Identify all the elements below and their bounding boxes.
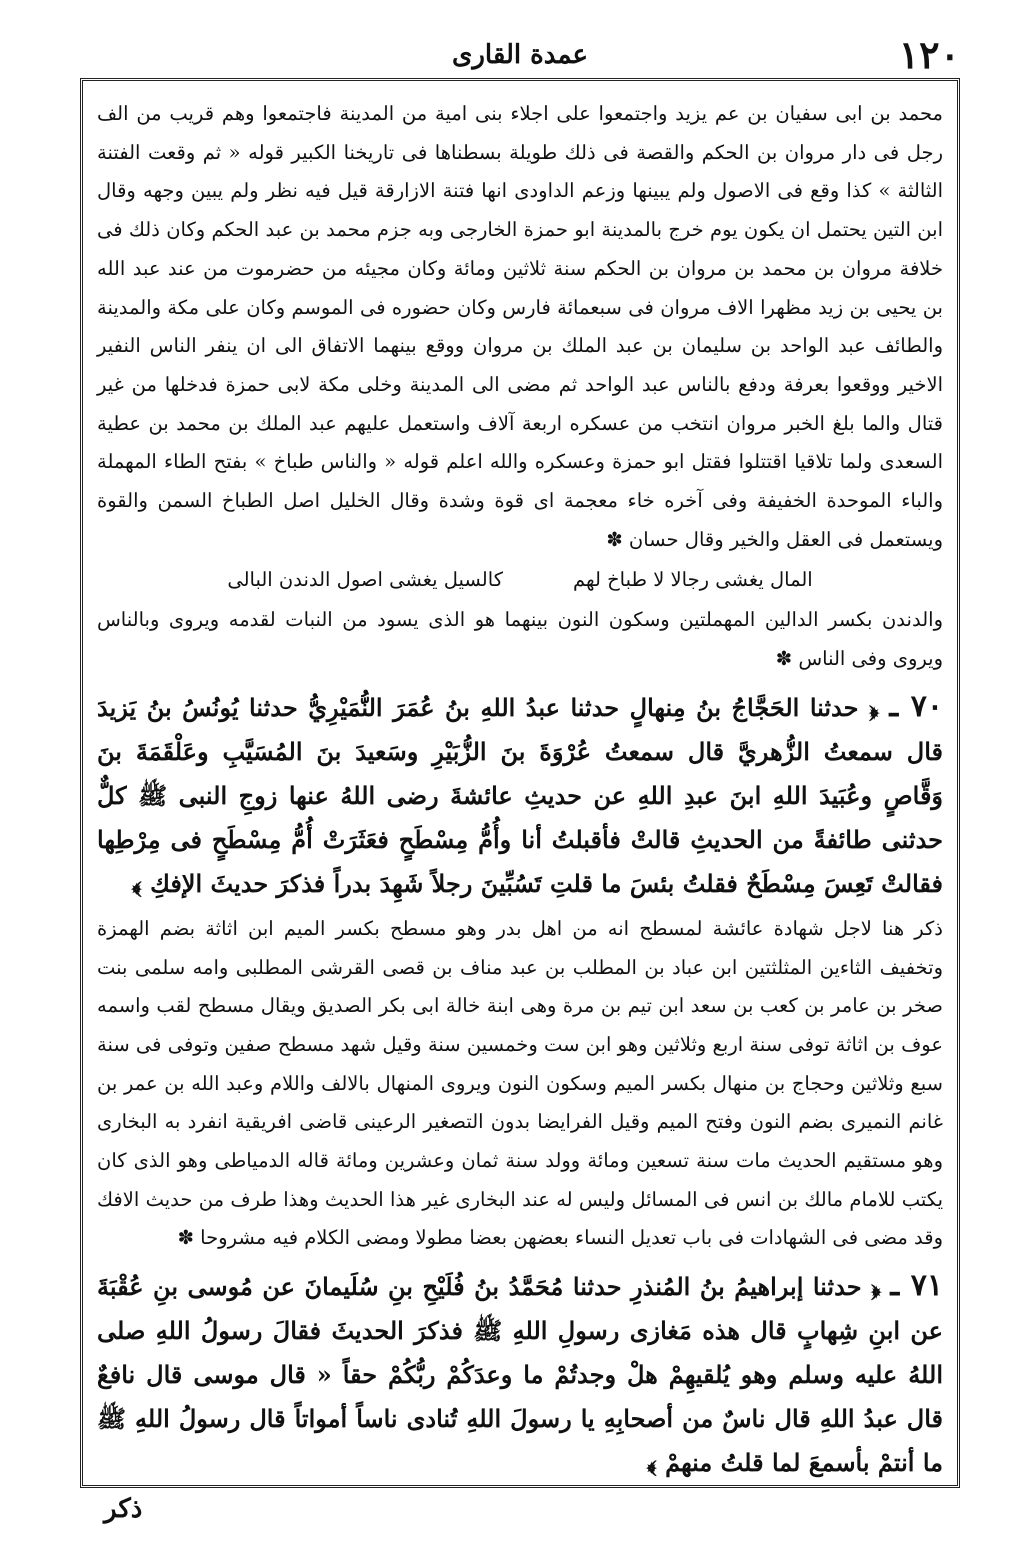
page-header xyxy=(80,32,960,78)
hadith-paragraph xyxy=(97,685,943,906)
commentary-paragraph: محمد بن ابى سفيان بن عم يزيد واجتمعوا على اجلاء بنى امية من المدينة فاجتمعوا وهم قريب من الف رجل فى دار مروان بن الحكم والقصة فى ذلك طويلة بسطناها فى تاريخنا الكبير قوله « ثم وقعت الفتنة الثالثة » كذا وقع فى الاصول ولم يبينها وزعم الداودى انها فتنة الازارقة قيل فيه نظر ولم يبين وجهه وقال ابن التين يحتمل ان يكون يوم خرج بالمدينة ابو حمزة الخارجى وبه جزم محمد بن عبد الحكم وكان ذلك فى خلافة مروان بن محمد بن مروان بن الحكم سنة ثلاثين ومائة وكان مجيئه من حضرموت من عند عبد الله بن يحيى بن زيد مظهرا الاف مروان فى سبعمائة فارس وكان حضوره فى الموسم وكان على مكة والمدينة والطائف عبد الواحد بن سليمان بن عبد الملك بن مروان ووقع بينهما الاتفاق الى ان ينفر الناس النفير الاخير ووقعوا بعرفة ودفع بالناس عبد الواحد ثم مضى الى المدينة وخلى مكة لابى حمزة فدخلها من غير قتال والما بلغ الخبر مروان انتخب من عسكره اربعة آلاف واستعمل عليهم عبد الملك بن محمد بن عطية السعدى ولما تلاقيا اقتتلوا فقتل ابو حمزة وعسكره والله اعلم قوله « والناس طباخ » بفتح الطاء المهملة والباء الموحدة الخفيفة وفى آخره خاء معجمة اى قوة وشدة وقال الخليل اصل الطباخ السمن والقوة ويستعمل فى العقل والخير وقال حسان ✽ xyxy=(97,102,943,551)
hadith-text: ﴿ حدثنا الحَجَّاجُ بنُ مِنهالٍ حدثنا عبدُ اللهِ بنُ عُمَرَ النُّمَيْرِيُّ حدثنا يُونُسُ بنُ يَزيدَ قال سمعتُ الزُّهريَّ قال سمعتُ عُرْوَةَ بنَ الزُّبَيْرِ وسَعيدَ بنَ المُسَيَّبِ وعَلْقَمَةَ بنَ وَقَّاصٍ وعُبَيدَ اللهِ ابنَ عبدِ اللهِ عن حديثِ عائشةَ رضى اللهُ عنها زوجِ النبى ﷺ كلٌّ حدثنى طائفةً من الحديثِ قالتْ فأقبلتُ أنا وأُمُّ مِسْطَحٍ فعَثَرَتْ أُمُّ مِسْطَحٍ فى مِرْطِها فقالتْ تَعِسَ مِسْطَحٌ فقلتُ بئسَ ما قلتِ تَسُبِّينَ رجلاً شَهِدَ بدراً فذكرَ حديثَ الإفكِ ﴾ xyxy=(97,692,943,898)
verse-hemistich-left: كالسيل يغشى اصول الدندن البالى xyxy=(227,568,503,592)
running-title: عمدة القارى xyxy=(452,40,588,70)
text-frame xyxy=(80,78,960,1488)
hadith-number: ٧١ ـ xyxy=(890,1268,944,1304)
commentary-paragraph: ذكر هنا لاجل شهادة عائشة لمسطح انه من اهل بدر وهو مسطح بكسر الميم ابن اثاثة بضم الهمزة وتخفيف الثاءين المثلثتين ابن عباد بن المطلب بن عبد مناف بن قصى القرشى المطلبى وامه سلمى بنت صخر بن عامر بن كعب بن سعد ابن تيم بن مرة وهى ابنة خالة ابى بكر الصديق ويقال مسطح لقب واسمه عوف بن اثاثة توفى سنة اربع وثلاثين وهو ابن ست وخمسين سنة وقيل شهد مسطح صفين وتوفى فى سنة سبع وثلاثين وحجاج بن منهال بكسر الميم وسكون النون ويروى المنهال بالالف واللام وعبد الله بن عمر بن غانم النميرى بضم النون وفتح الميم وقيل الفرايضا بدون التصغير الرعينى قاضى افريقية انفرد به البخارى وهو مستقيم الحديث مات سنة تسعين ومائة وولد سنة ثمان وعشرين ومائة قاله الدمياطى وهو الذى كان يكتب للامام مالك بن انس فى المسائل وليس له عند البخارى غير هذا الحديث وهذا طرف من حديث الافك وقد مضى فى الشهادات فى باب تعديل النساء بعضهن بعضا مطولا ومضى الكلام فيه مشروحا ✽ xyxy=(97,916,943,1250)
hadith-number: ٧٠ ـ xyxy=(889,688,944,724)
hadith-text: ﴿ حدثنا إبراهيمُ بنُ المُنذرِ حدثنا مُحَمَّدُ بنُ فُلَيْحِ بنِ سُلَيمانَ عن مُوسى بنِ عُقْبَةَ عن ابنِ شِهابٍ قال هذه مَغازى رسولِ اللهِ ﷺ فذكرَ الحديثَ فقالَ رسولُ اللهِ صلى اللهُ عليه وسلم وهو يُلقيهِمْ هلْ وجدتُمْ ما وعدَكُمْ ربُّكُمْ حقاً « قال موسى قال نافعٌ قال عبدُ اللهِ قال ناسٌ من أصحابِهِ يا رسولَ اللهِ تُنادى ناساً أمواتاً قال رسولُ اللهِ ﷺ ما أنتمْ بأسمعَ لما قلتُ منهمْ ﴾ xyxy=(97,1272,943,1478)
poetry-verse xyxy=(97,561,943,599)
hadith-paragraph xyxy=(97,1264,943,1485)
page-number: ١٢٠ xyxy=(898,32,960,77)
verse-hemistich-right: المال يغشى رجالا لا طباخ لهم xyxy=(572,568,813,592)
commentary-paragraph: والدندن بكسر الدالين المهملتين وسكون النون بينهما هو الذى يسود من النبات لقدمه ويروى وبالناس ويروى وفى الناس ✽ xyxy=(97,608,943,671)
catchword: ذكر xyxy=(104,1494,143,1524)
